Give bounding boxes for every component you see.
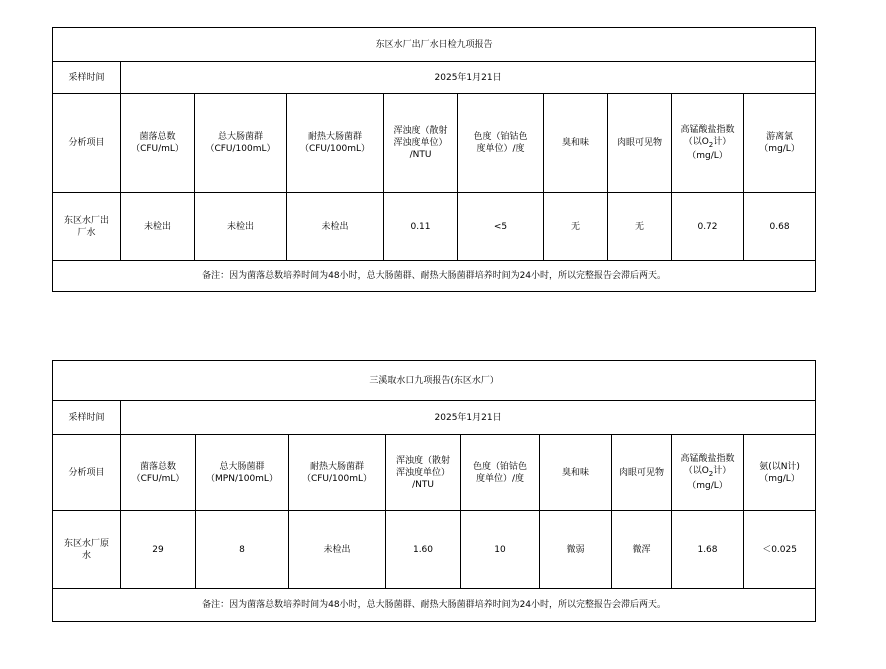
value-permanganate-index: 0.72 (672, 193, 744, 261)
header-turbidity: 浑浊度（散射 浑浊度单位） /NTU (386, 435, 461, 511)
header-turbidity: 浑浊度（散射 浑浊度单位） /NTU (384, 94, 458, 193)
value-odor-taste: 无 (544, 193, 608, 261)
header-total-coliform: 总大肠菌群 （CFU/100mL） (195, 94, 287, 193)
header-visible-matter: 肉眼可见物 (608, 94, 672, 193)
header-visible-matter: 肉眼可见物 (612, 435, 672, 511)
value-odor-taste: 微弱 (540, 511, 612, 589)
sampling-date: 2025年1月21日 (121, 401, 816, 435)
value-thermotolerant-coliform: 未检出 (289, 511, 386, 589)
header-ammonia: 氨(以N计) （mg/L） (744, 435, 816, 511)
analysis-items-label: 分析项目 (53, 94, 121, 193)
value-ammonia: ＜0.025 (744, 511, 816, 589)
value-visible-matter: 微浑 (612, 511, 672, 589)
header-total-coliform: 总大肠菌群 （MPN/100mL） (196, 435, 289, 511)
header-free-chlorine: 游离氯 （mg/L） (744, 94, 816, 193)
report-title: 东区水厂出厂水日检九项报告 (53, 28, 816, 62)
value-permanganate-index: 1.68 (672, 511, 744, 589)
sampling-time-label: 采样时间 (53, 401, 121, 435)
sampling-time-label: 采样时间 (53, 62, 121, 94)
header-colony-count: 菌落总数 （CFU/mL） (121, 94, 195, 193)
analysis-items-label: 分析项目 (53, 435, 121, 511)
header-thermotolerant-coliform: 耐热大肠菌群 （CFU/100mL） (287, 94, 384, 193)
value-total-coliform: 8 (196, 511, 289, 589)
value-chroma: 10 (461, 511, 540, 589)
header-thermotolerant-coliform: 耐热大肠菌群 （CFU/100mL） (289, 435, 386, 511)
value-total-coliform: 未检出 (195, 193, 287, 261)
value-turbidity: 0.11 (384, 193, 458, 261)
value-turbidity: 1.60 (386, 511, 461, 589)
sample-name: 东区水厂原 水 (53, 511, 121, 589)
report-note: 备注：因为菌落总数培养时间为48小时，总大肠菌群、耐热大肠菌群培养时间为24小时，所以完整报告会滞后两天。 (53, 261, 816, 292)
report-title: 三溪取水口九项报告(东区水厂） (53, 361, 816, 401)
header-permanganate-index: 高锰酸盐指数 （以$O_2$计） （mg/L） (672, 94, 744, 193)
value-colony-count: 未检出 (121, 193, 195, 261)
value-thermotolerant-coliform: 未检出 (287, 193, 384, 261)
header-odor-taste: 臭和味 (544, 94, 608, 193)
sampling-date: 2025年1月21日 (121, 62, 816, 94)
report-note: 备注：因为菌落总数培养时间为48小时，总大肠菌群、耐热大肠菌群培养时间为24小时，所以完整报告会滞后两天。 (53, 589, 816, 622)
header-colony-count: 菌落总数 （CFU/mL） (121, 435, 196, 511)
report-table-1 (52, 27, 816, 292)
value-chroma: <5 (458, 193, 544, 261)
header-chroma: 色度（铂钴色 度单位）/度 (458, 94, 544, 193)
header-chroma: 色度（铂钴色 度单位）/度 (461, 435, 540, 511)
report-table-2 (52, 360, 816, 622)
value-colony-count: 29 (121, 511, 196, 589)
value-free-chlorine: 0.68 (744, 193, 816, 261)
header-odor-taste: 臭和味 (540, 435, 612, 511)
value-visible-matter: 无 (608, 193, 672, 261)
header-permanganate-index: 高锰酸盐指数 （以$O_2$计） （mg/L） (672, 435, 744, 511)
sample-name: 东区水厂出 厂水 (53, 193, 121, 261)
